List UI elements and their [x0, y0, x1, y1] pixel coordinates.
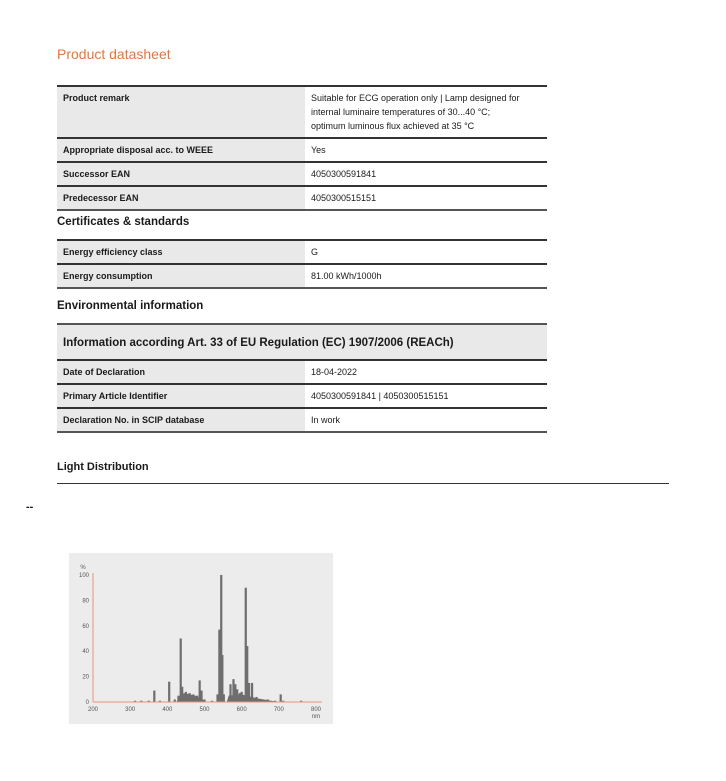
table-row [57, 408, 547, 432]
y-tick-label: 80 [82, 598, 89, 605]
row-label: Declaration No. in SCIP database [57, 408, 305, 432]
table-row [57, 86, 547, 138]
value-line: optimum luminous flux achieved at 35 °C [311, 121, 475, 131]
y-tick-label: 60 [82, 623, 89, 630]
spectrum-bar [280, 694, 282, 702]
reach-heading: Information according Art. 33 of EU Regulation (EC) 1907/2006 (REACh) [57, 323, 547, 359]
row-value: 4050300591841 | 4050300515151 [305, 384, 547, 408]
row-value: 4050300591841 [305, 162, 547, 186]
product-table [57, 85, 547, 211]
page-title: Product datasheet [57, 46, 171, 62]
section-title-environmental: Environmental information [57, 300, 204, 312]
table-row [57, 264, 547, 288]
value-line: Suitable for ECG operation only | Lamp designed for [311, 93, 520, 103]
spectral-chart [69, 553, 333, 724]
spectrum-bar [168, 682, 170, 702]
row-label: Date of Declaration [57, 360, 305, 384]
row-label: Product remark [57, 86, 305, 138]
row-value [305, 86, 547, 138]
table-row [57, 360, 547, 384]
row-label: Energy efficiency class [57, 240, 305, 264]
row-label: Appropriate disposal acc. to WEEE [57, 138, 305, 162]
section-title-certificates: Certificates & standards [57, 216, 190, 228]
spectrum-bar [223, 694, 225, 702]
y-tick-label: 40 [82, 649, 89, 656]
spectrum-bar [153, 691, 155, 702]
table-row [57, 186, 547, 210]
y-axis-label: % [80, 565, 86, 571]
environmental-table [57, 359, 547, 433]
row-value: 4050300515151 [305, 186, 547, 210]
table-row [57, 138, 547, 162]
certificates-table [57, 239, 547, 289]
row-value: G [305, 240, 547, 264]
x-tick-label: 300 [125, 707, 136, 713]
row-value: Yes [305, 138, 547, 162]
x-tick-label: 500 [199, 707, 210, 713]
x-tick-label: 800 [310, 707, 322, 713]
value-line: internal luminaire temperatures of 30...40 °C; [311, 107, 491, 117]
divider [57, 483, 669, 484]
row-label: Predecessor EAN [57, 186, 305, 210]
y-tick-label: 100 [78, 573, 89, 579]
x-tick-label: 400 [162, 707, 173, 713]
row-value: 18-04-2022 [305, 360, 547, 384]
x-tick-label: 200 [87, 707, 99, 713]
x-axis-label: nm [311, 714, 321, 720]
chart-canvas [69, 553, 333, 724]
x-tick-label: 700 [273, 707, 284, 713]
y-tick-label: 0 [85, 700, 89, 706]
table-row [57, 240, 547, 264]
row-label: Successor EAN [57, 162, 305, 186]
section-title-light-distribution: Light Distribution [57, 461, 149, 473]
row-value: 81.00 kWh/1000h [305, 264, 547, 288]
table-row [57, 162, 547, 186]
row-label: Energy consumption [57, 264, 305, 288]
y-tick-label: 20 [82, 674, 89, 681]
table-row [57, 384, 547, 408]
row-value: In work [305, 408, 547, 432]
row-label: Primary Article Identifier [57, 384, 305, 408]
placeholder-dash: -- [26, 501, 34, 513]
x-tick-label: 600 [236, 707, 247, 713]
